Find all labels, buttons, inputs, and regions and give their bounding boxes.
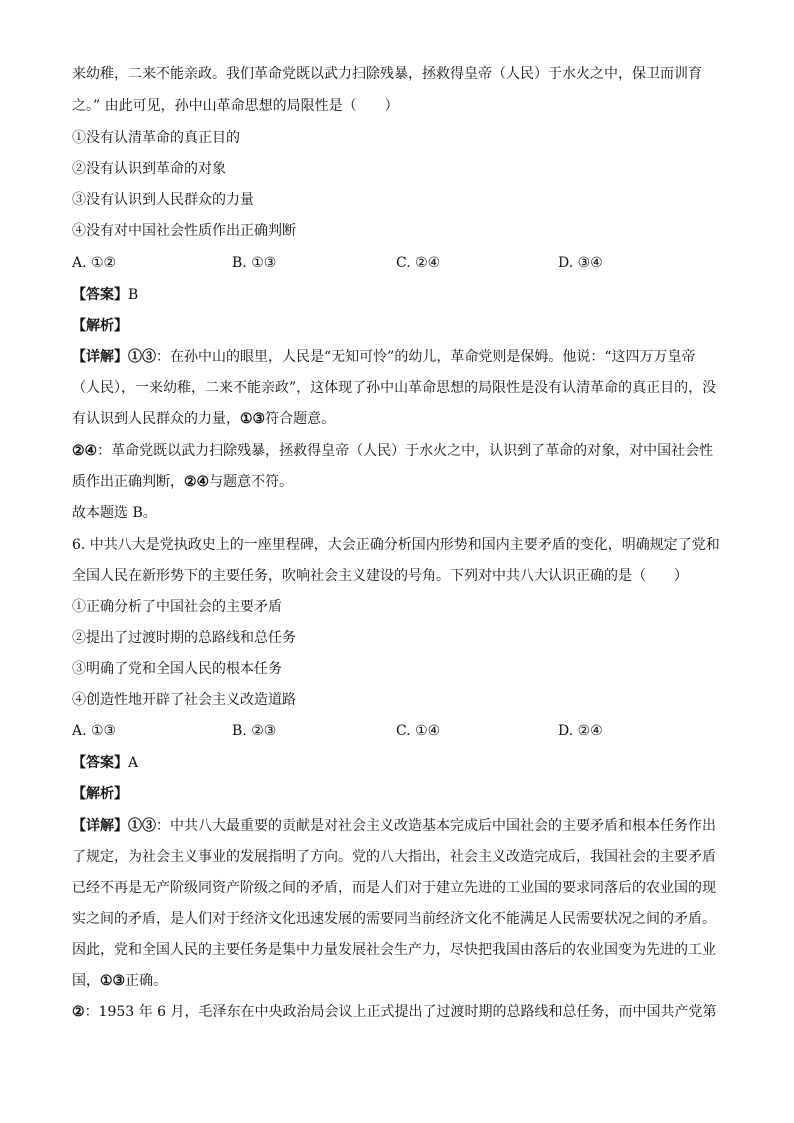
- q5-detail1-text-3a: 有认识到人民群众的力量，: [72, 411, 240, 427]
- q5-detail-tag: 【详解】: [72, 349, 128, 365]
- q6-detail2-text-1: ：1953 年 6 月，毛泽东在中央政治局会议上正式提出了过渡时期的总路线和总任务，而中国共产党第: [84, 1004, 717, 1020]
- q5-conclusion: 故本题选 B。: [72, 505, 157, 521]
- q5-detail2-text-2a: 质作出正确判断，: [72, 474, 184, 490]
- q6-detail-line-4: 实之间的矛盾，是人们对于经济文化迅速发展的需要同当前经济文化不能满足人民需要状况之间的矛盾。: [72, 911, 716, 927]
- q6-option-a: A. ①③: [72, 723, 117, 739]
- q5-detail-line-4: [72, 441, 713, 461]
- q5-answer: B: [128, 287, 139, 303]
- q5-statement-3: ③没有认识到人民群众的力量: [72, 192, 254, 208]
- q5-option-a: A. ①②: [72, 255, 117, 271]
- q5-statement-1: ①没有认清革命的真正目的: [72, 130, 240, 146]
- q6-detail-line-6: [72, 971, 167, 991]
- q6-detail2-key: ②: [72, 1004, 85, 1020]
- q5-analysis-tag: 【解析】: [72, 318, 128, 334]
- q6-detail1-text-6b: 正确。: [125, 973, 168, 989]
- q6-statement-2: ②提出了过渡时期的总路线和总任务: [72, 630, 296, 646]
- q6-answer-tag: 【答案】: [72, 755, 128, 771]
- q5-detail1-key-2: ①③: [240, 411, 266, 427]
- q6-statement-3: ③明确了党和全国人民的根本任务: [72, 661, 282, 677]
- q5-detail1-text-3b: 符合题意。: [265, 411, 336, 427]
- q5-detail1-text-1: ：在孙中山的眼里，人民是“无知可怜”的幼儿，革命党则是保姆。他说：“这四万万皇帝: [156, 349, 696, 365]
- q5-detail2-text-2b: 与题意不符。: [209, 474, 294, 490]
- q6-detail-line-2: 了规定，为社会主义事业的发展指明了方向。党的八大指出，社会主义改造完成后，我国社会的主要矛盾: [72, 849, 716, 865]
- q6-answer: A: [128, 755, 139, 771]
- q5-detail-line-5: [72, 472, 293, 492]
- q5-detail-line-1: [72, 347, 695, 367]
- q5-stem-line-1: 来幼稚，二来不能亲政。我们革命党既以武力扫除残暴，拯救得皇帝（人民）于水火之中，保卫而训育: [72, 66, 702, 82]
- q5-options: [72, 253, 732, 273]
- q6-detail-line-5: 因此，党和全国人民的主要任务是集中力量发展社会生产力，尽快把我国由落后的农业国变为先进的工业: [72, 942, 716, 958]
- q6-detail-line-1: [72, 816, 716, 836]
- q5-stem-line-2: 之。” 由此可见，孙中山革命思想的局限性是（ ）: [72, 98, 399, 114]
- q6-detail1-text-6a: 国，: [72, 973, 100, 989]
- q5-detail-line-3: [72, 409, 335, 429]
- q5-answer-tag: 【答案】: [72, 287, 128, 303]
- q6-detail-tag: 【详解】: [72, 818, 128, 834]
- q6-stem-line-1: 6. 中共八大是党执政史上的一座里程碑，大会正确分析国内形势和国内主要矛盾的变化，明确规定了党和: [72, 537, 720, 553]
- q5-detail2-text-1: ：革命党既以武力扫除残暴，拯救得皇帝（人民）于水火之中，认识到了革命的对象，对中国社会性: [97, 443, 714, 459]
- q5-statement-4: ④没有对中国社会性质作出正确判断: [72, 223, 296, 239]
- q5-detail1-key: ①③: [128, 349, 156, 365]
- q6-detail1-text-1: ：中共八大最重要的贡献是对社会主义改造基本完成后中国社会的主要矛盾和根本任务作出: [156, 818, 716, 834]
- q5-detail-line-2: （人民），一来幼稚，二来不能亲政”，这体现了孙中山革命思想的局限性是没有认清革命的真正目的，没: [72, 380, 717, 396]
- q6-detail1-key-2: ①③: [100, 973, 126, 989]
- q6-detail1-key: ①③: [128, 818, 156, 834]
- q6-analysis-tag: 【解析】: [72, 786, 128, 802]
- q5-statement-2: ②没有认识到革命的对象: [72, 161, 226, 177]
- q6-option-d: D. ②④: [558, 723, 603, 739]
- q6-option-b: B. ②③: [232, 723, 277, 739]
- q6-statement-4: ④创造性地开辟了社会主义改造道路: [72, 692, 296, 708]
- q6-detail-line-7: [72, 1002, 716, 1022]
- q6-stem-line-2: 全国人民在新形势下的主要任务，吹响社会主义建设的号角。下列对中共八大认识正确的是（ ）: [72, 568, 688, 584]
- q5-detail2-key-2: ②④: [184, 474, 210, 490]
- q6-option-c: C. ①④: [396, 723, 441, 739]
- q5-answer-line: [72, 285, 138, 305]
- q6-options: [72, 721, 732, 741]
- q6-statement-1: ①正确分析了中国社会的主要矛盾: [72, 599, 282, 615]
- q5-option-c: C. ②④: [396, 255, 441, 271]
- q5-option-b: B. ①③: [232, 255, 277, 271]
- q6-detail-line-3: 已经不再是无产阶级同资产阶级之间的矛盾，而是人们对于建立先进的工业国的要求同落后的农业国的现: [72, 880, 716, 896]
- q5-option-d: D. ③④: [558, 255, 603, 271]
- q5-detail2-key: ②④: [72, 443, 98, 459]
- q6-answer-line: [72, 753, 138, 773]
